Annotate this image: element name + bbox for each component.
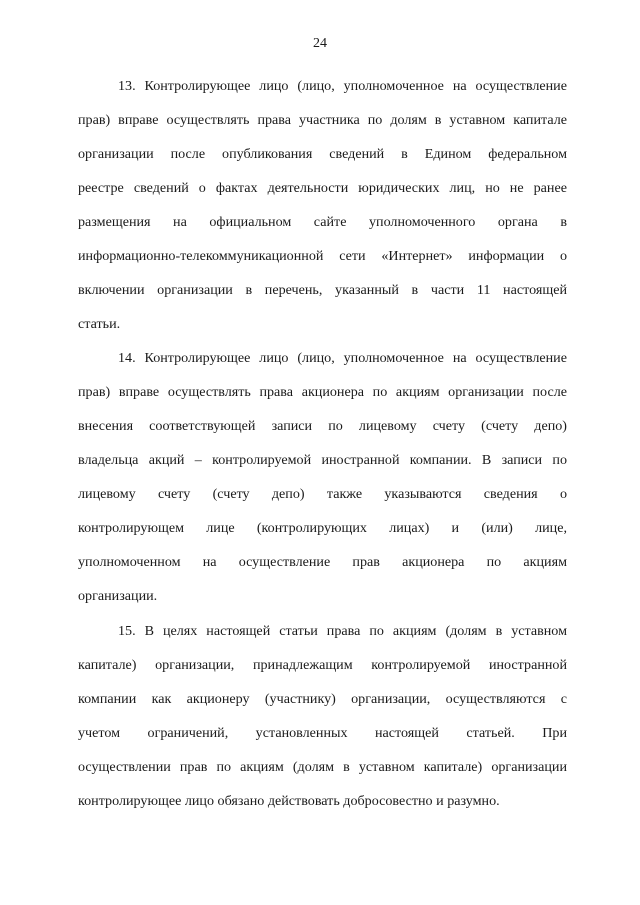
text-line: 13. Контролирующее лицо (лицо, уполномоченное на осуществление xyxy=(118,78,567,94)
page-number: 24 xyxy=(313,36,327,51)
text-line: контролирующее лицо обязано действовать добросовестно и разумно. xyxy=(78,793,500,809)
text-line: уполномоченном на осуществление прав акционера по акциям xyxy=(78,554,567,570)
text-line: включении организации в перечень, указанный в части 11 настоящей xyxy=(78,282,567,298)
paragraph-14 xyxy=(78,341,567,613)
paragraph-13 xyxy=(78,69,567,341)
text-line: организации после опубликования сведений в Едином федеральном xyxy=(78,146,567,162)
text-line: организации. xyxy=(78,588,158,604)
text-line: прав) вправе осуществлять права акционера по акциям организации после xyxy=(78,384,567,400)
text-line: внесения соответствующей записи по лицевому счету (счету депо) xyxy=(78,418,567,434)
text-line: владельца акций – контролируемой иностранной компании. В записи по xyxy=(78,452,567,468)
text-line: компании как акционеру (участнику) организации, осуществляются с xyxy=(78,691,567,707)
text-line: капитале) организации, принадлежащим контролируемой иностранной xyxy=(78,657,567,673)
text-line: информационно-телекоммуникационной сети «Интернет» информации о xyxy=(78,248,567,264)
paragraph-15 xyxy=(78,614,567,818)
text-line: статьи. xyxy=(78,316,121,332)
text-line: 14. Контролирующее лицо (лицо, уполномоченное на осуществление xyxy=(118,350,567,366)
text-line: осуществлении прав по акциям (долям в уставном капитале) организации xyxy=(78,759,567,775)
text-line: 15. В целях настоящей статьи права по акциям (долям в уставном xyxy=(118,623,567,639)
text-line: учетом ограничений, установленных настоящей статьей. При xyxy=(78,725,567,741)
text-line: прав) вправе осуществлять права участника по долям в уставном капитале xyxy=(78,112,567,128)
text-line: лицевому счету (счету депо) также указываются сведения о xyxy=(78,486,567,502)
text-line: размещения на официальном сайте уполномоченного органа в xyxy=(78,214,567,230)
text-line: контролирующем лице (контролирующих лицах) и (или) лице, xyxy=(78,520,567,536)
text-line: реестре сведений о фактах деятельности юридических лиц, но не ранее xyxy=(78,180,567,196)
